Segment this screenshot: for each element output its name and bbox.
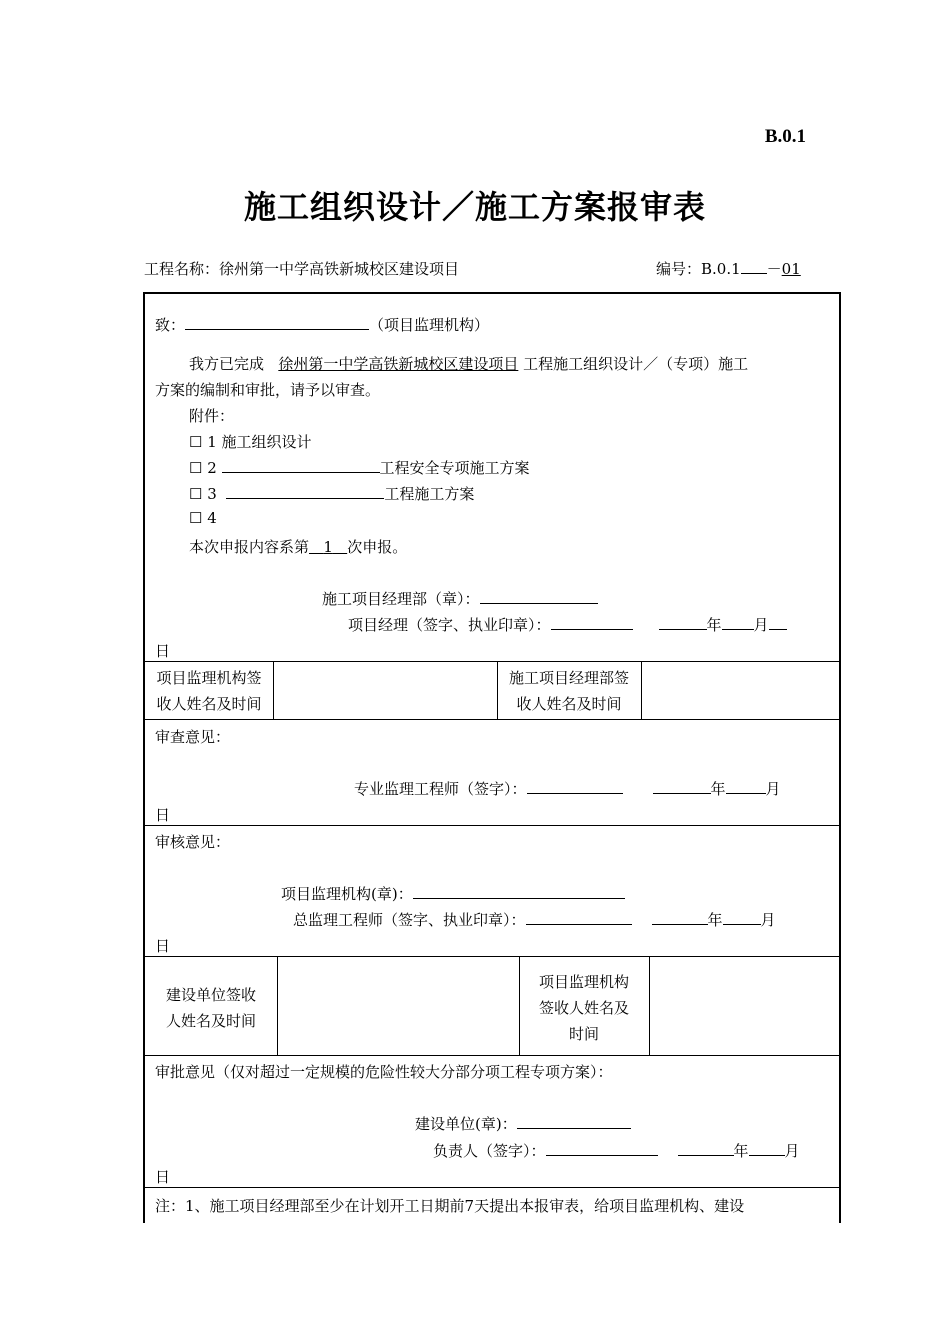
number-label: 编号：B.0.1 [656, 260, 741, 278]
submit-count-line: 本次申报内容系第 1 次申报。 [189, 538, 408, 556]
to-label: 致： [155, 316, 186, 334]
to-line [155, 314, 489, 335]
note-text: 注：1、施工项目经理部至少在计划开工日期前7天提出本报审表，给项目监理机构、建设 [155, 1197, 745, 1215]
body-line1: 我方已完成 徐州第一中学高铁新城校区建设项目 工程施工组织设计／（专项）施工 [189, 355, 749, 373]
divider [145, 661, 839, 662]
divider [145, 719, 839, 720]
receipt-contractor-label: 施工项目经理部签 收人姓名及时间 [508, 669, 629, 713]
pm-sign-line: 项目经理（签字、执业印章）： 年 月 [348, 614, 787, 635]
receipt-supervision2-label: 项目监理机构 签收人姓名及 时间 [538, 973, 629, 1043]
attachment-2[interactable]: ☐ 2 工程安全专项施工方案 [189, 459, 530, 477]
attachment-3[interactable]: ☐ 3 工程施工方案 [189, 485, 475, 503]
review-label: 审查意见： [155, 728, 231, 746]
audit-label: 审核意见： [155, 833, 231, 851]
engineer-sign-line: 专业监理工程师（签字）： 年 月 [354, 780, 781, 798]
dept-seal-line: 施工项目经理部（章）： [322, 588, 598, 609]
approval-label: 审批意见（仅对超过一定规模的危险性较大分部分项工程专项方案）： [155, 1063, 613, 1081]
divider [145, 1055, 839, 1056]
divider [273, 661, 274, 719]
day-label: 日 [155, 642, 171, 660]
receipt-owner-label: 建设单位签收 人姓名及时间 [165, 986, 256, 1030]
to-blank[interactable] [185, 314, 369, 330]
dept-seal-blank[interactable] [480, 588, 598, 604]
attachment-1[interactable]: ☐ 1 施工组织设计 [189, 433, 312, 451]
page-title: 施工组织设计／施工方案报审表 [243, 188, 706, 226]
divider [277, 956, 278, 1055]
resp-sign-line: 负责人（签字）： 年 月 [433, 1142, 800, 1160]
submit-count: 1 [323, 538, 333, 556]
attachment-4[interactable]: ☐ 4 [189, 509, 217, 527]
number-value: 01 [781, 260, 801, 278]
day-label: 日 [155, 1168, 171, 1186]
body-project: 徐州第一中学高铁新城校区建设项目 [278, 355, 519, 373]
project-name: 工程名称：徐州第一中学高铁新城校区建设项目 [144, 260, 460, 278]
body-line2: 方案的编制和审批，请予以审查。 [155, 381, 381, 399]
divider [145, 956, 839, 957]
day-label: 日 [155, 937, 171, 955]
receipt-supervision-label: 项目监理机构签 收人姓名及时间 [156, 669, 262, 713]
attach-label: 附件： [189, 407, 235, 425]
number-suffix: － [766, 260, 782, 278]
supervision-seal-line: 项目监理机构(章)： [281, 883, 625, 904]
chief-sign-line: 总监理工程师（签字、执业印章）： 年 月 [293, 911, 776, 929]
day-label: 日 [155, 806, 171, 824]
divider [145, 1187, 839, 1188]
divider [641, 661, 642, 719]
divider [145, 825, 839, 826]
owner-seal-line: 建设单位(章)： [415, 1113, 631, 1134]
form-number [656, 258, 801, 279]
to-org: （项目监理机构） [369, 316, 490, 334]
divider [649, 956, 650, 1055]
form-code: B.0.1 [764, 126, 806, 147]
form-table [143, 292, 841, 1223]
